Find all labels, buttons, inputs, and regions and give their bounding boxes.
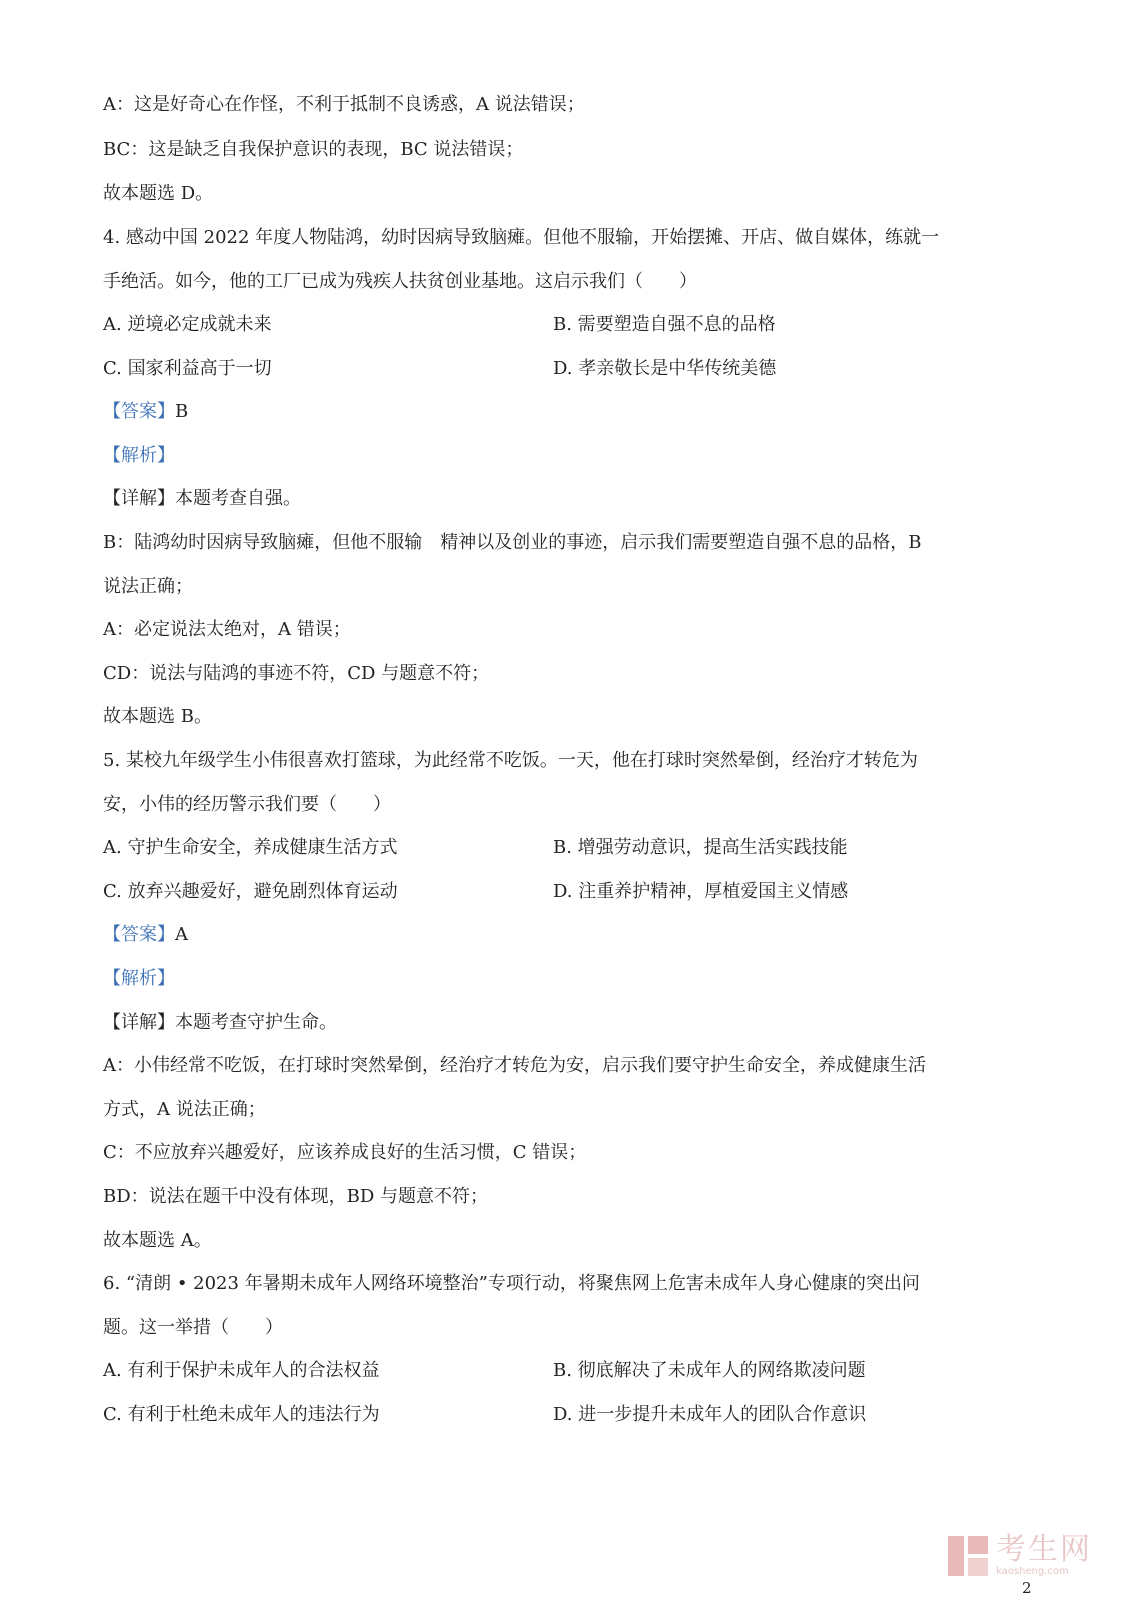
watermark-url: kaosheng.com	[996, 1566, 1069, 1577]
explanation-line: 说法正确；	[103, 576, 193, 597]
explanation-line: BD：说法在题干中没有体现，BD 与题意不符；	[103, 1186, 489, 1207]
q5-option-a: A. 守护生命安全，养成健康生活方式	[103, 837, 398, 858]
question-5-stem: 5. 某校九年级学生小伟很喜欢打篮球，为此经常不吃饭。一天，他在打球时突然晕倒，经治疗才转危为	[103, 750, 918, 771]
question-6-stem-cont: 题。这一举措（ ）	[103, 1317, 283, 1338]
question-6-stem: 6. “清朗 • 2023 年暑期未成年人网络环境整治”专项行动，将聚焦网上危害未成年人身心健康的突出问	[103, 1273, 920, 1294]
q4-option-d: D. 孝亲敬长是中华传统美德	[553, 358, 777, 379]
explanation-line: CD：说法与陆鸿的事迹不符，CD 与题意不符；	[103, 663, 490, 684]
q5-option-b: B. 增强劳动意识，提高生活实践技能	[553, 837, 848, 858]
detail-line: 【详解】本题考查守护生命。	[103, 1012, 337, 1033]
q4-option-b: B. 需要塑造自强不息的品格	[553, 314, 776, 335]
q4-option-c: C. 国家利益高于一切	[103, 358, 272, 379]
explanation-line: A：必定说法太绝对，A 错误；	[103, 619, 351, 640]
analysis-tag: 【解析】	[103, 968, 175, 989]
conclusion-line: 故本题选 B。	[103, 706, 212, 727]
explanation-line: C：不应放弃兴趣爱好，应该养成良好的生活习惯，C 错误；	[103, 1142, 587, 1163]
q4-answer	[103, 400, 188, 424]
watermark-name: 考生网	[996, 1532, 1092, 1567]
explanation-line: 方式，A 说法正确；	[103, 1099, 266, 1120]
answer-value: B	[175, 401, 189, 422]
q5-option-d: D. 注重养护精神，厚植爱国主义情感	[553, 881, 849, 902]
logo-icon	[948, 1536, 988, 1576]
answer-tag: 【答案】	[103, 924, 175, 945]
q4-option-a: A. 逆境必定成就未来	[103, 314, 272, 335]
page-number: 2	[1022, 1579, 1032, 1597]
answer-explanation-line: BC：这是缺乏自我保护意识的表现，BC 说法错误；	[103, 139, 524, 160]
answer-tag: 【答案】	[103, 401, 175, 422]
q6-option-a: A. 有利于保护未成年人的合法权益	[103, 1360, 380, 1381]
q6-option-c: C. 有利于杜绝未成年人的违法行为	[103, 1404, 380, 1425]
q6-option-d: D. 进一步提升未成年人的团队合作意识	[553, 1404, 867, 1425]
answer-value: A	[175, 924, 188, 945]
explanation-line: B：陆鸿幼时因病导致脑瘫，但他不服输 精神以及创业的事迹，启示我们需要塑造自强不息的品格，B	[103, 532, 922, 553]
detail-line: 【详解】本题考查自强。	[103, 488, 301, 509]
conclusion-line: 故本题选 D。	[103, 183, 214, 204]
q5-answer	[103, 923, 188, 947]
q6-option-b: B. 彻底解决了未成年人的网络欺凌问题	[553, 1360, 866, 1381]
answer-explanation-line: A：这是好奇心在作怪，不利于抵制不良诱惑，A 说法错误；	[103, 94, 585, 115]
watermark-logo	[948, 1532, 1118, 1580]
question-4-stem: 4. 感动中国 2022 年度人物陆鸿，幼时因病导致脑瘫。但他不服输，开始摆摊、开店、做自媒体，练就一	[103, 227, 940, 248]
question-5-stem-cont: 安，小伟的经历警示我们要（ ）	[103, 794, 391, 815]
explanation-line: A：小伟经常不吃饭，在打球时突然晕倒，经治疗才转危为安，启示我们要守护生命安全，养成健康生活	[103, 1055, 926, 1076]
conclusion-line: 故本题选 A。	[103, 1230, 212, 1251]
analysis-tag: 【解析】	[103, 445, 175, 466]
q5-option-c: C. 放弃兴趣爱好，避免剧烈体育运动	[103, 881, 398, 902]
question-4-stem-cont: 手绝活。如今，他的工厂已成为残疾人扶贫创业基地。这启示我们（ ）	[103, 271, 697, 292]
